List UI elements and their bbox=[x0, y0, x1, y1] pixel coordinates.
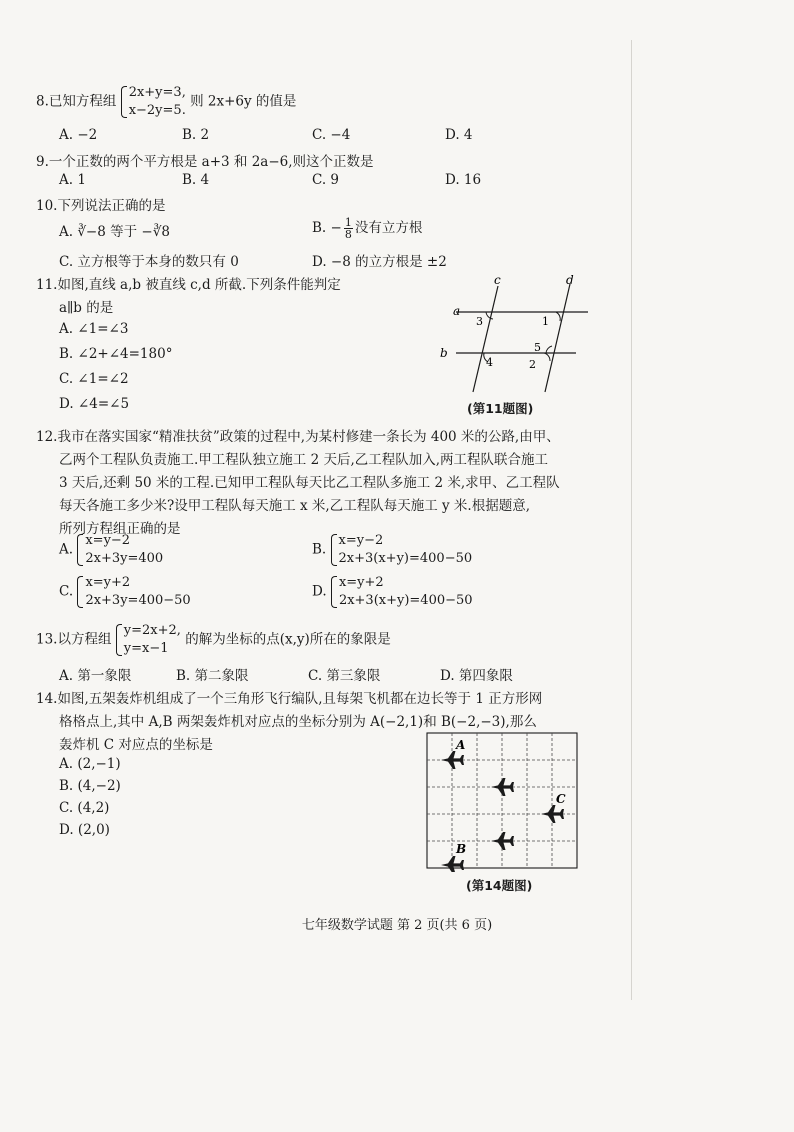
q11-option-d: D. ∠4=∠5 bbox=[59, 396, 130, 412]
q12-option-a-label: A. bbox=[59, 541, 74, 558]
page-footer: 七年级数学试题 第 2 页(共 6 页) bbox=[301, 918, 493, 933]
q8-prefix: 8.已知方程组 bbox=[36, 93, 117, 110]
q10-fraction bbox=[344, 217, 353, 240]
q11-option-c: C. ∠1=∠2 bbox=[59, 371, 129, 387]
q12-stem-line2: 乙两个工程队负责施工.甲工程队独立施工 2 天后,乙工程队加入,两工程队联合施工 bbox=[59, 452, 549, 468]
q12-stem-line3: 3 天后,还剩 50 米的工程.已知甲工程队每天比乙工程队多施工 2 米,求甲、乙工程队 bbox=[59, 475, 560, 491]
q12-option-c-system bbox=[77, 574, 190, 610]
q14-option-a: A. (2,−1) bbox=[59, 756, 121, 772]
q12-option-a-system bbox=[77, 532, 163, 568]
q12-option-d-system bbox=[331, 574, 473, 610]
q10-option-a: A. ∛−8 等于 −∛8 bbox=[59, 224, 170, 240]
angle-1-arc bbox=[556, 312, 560, 321]
q11-option-a: A. ∠1=∠3 bbox=[59, 321, 129, 337]
q14-option-b: B. (4,−2) bbox=[59, 778, 121, 794]
q12-option-d-eq1: x=y+2 bbox=[338, 575, 384, 590]
q11-stem-line1: 11.如图,直线 a,b 被直线 c,d 所截.下列条件能判定 bbox=[36, 277, 341, 293]
q14-option-d: D. (2,0) bbox=[59, 822, 110, 838]
q11-stem-line2: a∥b 的是 bbox=[59, 300, 114, 316]
q12-option-c-label: C. bbox=[59, 583, 74, 600]
q12-option-b-label: B. bbox=[312, 541, 327, 558]
q13-option-b: B. 第二象限 bbox=[176, 668, 249, 684]
plane-middle-bottom-icon bbox=[491, 832, 514, 850]
plane-middle-top-icon bbox=[491, 778, 514, 796]
label-angle-2: 2 bbox=[529, 358, 536, 371]
q12-stem-line5: 所列方程组正确的是 bbox=[59, 521, 181, 537]
q12-option-d-label: D. bbox=[312, 583, 327, 600]
q10-fraction-numerator: 1 bbox=[344, 216, 352, 229]
q8-stem bbox=[36, 84, 296, 120]
q14-option-c: C. (4,2) bbox=[59, 800, 110, 816]
q8-option-a: A. −2 bbox=[59, 127, 98, 143]
q14-figure-caption: (第14题图) bbox=[466, 878, 533, 893]
angle-5-arc bbox=[546, 346, 552, 353]
q12-option-c-eq2: 2x+3y=400−50 bbox=[85, 593, 191, 608]
q9-stem: 9.一个正数的两个平方根是 a+3 和 2a−6,则这个正数是 bbox=[36, 154, 374, 170]
label-d: d bbox=[566, 273, 574, 287]
q11-option-b: B. ∠2+∠4=180° bbox=[59, 346, 173, 362]
q13-option-a: A. 第一象限 bbox=[59, 668, 132, 684]
q13-system bbox=[116, 622, 181, 658]
q12-option-c bbox=[59, 574, 191, 610]
label-angle-3: 3 bbox=[476, 315, 483, 328]
q12-option-a-eq1: x=y−2 bbox=[85, 533, 131, 548]
q12-option-b bbox=[312, 532, 472, 568]
q12-option-b-eq1: x=y−2 bbox=[338, 533, 384, 548]
label-plane-c: C bbox=[556, 792, 566, 806]
q11-figure bbox=[436, 272, 596, 397]
q9-option-a: A. 1 bbox=[59, 172, 86, 188]
q14-stem-line2: 格格点上,其中 A,B 两架轰炸机对应点的坐标分别为 A(−2,1)和 B(−2,−3),那么 bbox=[59, 714, 537, 730]
plane-a-icon bbox=[441, 751, 464, 769]
q12-option-d bbox=[312, 574, 473, 610]
q10-option-b-suffix: 没有立方根 bbox=[354, 220, 423, 236]
q8-system bbox=[121, 84, 186, 120]
q13-eq1: y=2x+2, bbox=[123, 623, 181, 638]
angle-2-arc bbox=[544, 353, 550, 361]
q12-option-b-system bbox=[331, 532, 473, 568]
q13-eq2: y=x−1 bbox=[123, 641, 169, 656]
q8-option-c: C. −4 bbox=[312, 127, 351, 143]
plane-c-icon bbox=[541, 805, 564, 823]
label-angle-5: 5 bbox=[534, 341, 541, 354]
q13-stem bbox=[36, 622, 391, 658]
label-plane-a: A bbox=[456, 738, 466, 752]
line-d bbox=[545, 284, 570, 392]
q10-fraction-denominator: 8 bbox=[344, 228, 352, 241]
q10-option-b bbox=[312, 216, 422, 240]
label-angle-1: 1 bbox=[542, 315, 549, 328]
q13-suffix: 的解为坐标的点(x,y)所在的象限是 bbox=[185, 631, 391, 648]
q8-eq1: 2x+y=3, bbox=[128, 85, 186, 100]
label-angle-4: 4 bbox=[486, 356, 493, 369]
q10-option-d: D. −8 的立方根是 ±2 bbox=[312, 254, 447, 270]
q8-option-d: D. 4 bbox=[445, 127, 473, 143]
page-edge-line bbox=[631, 40, 632, 1000]
q8-option-b: B. 2 bbox=[182, 127, 210, 143]
q10-stem: 10.下列说法正确的是 bbox=[36, 198, 166, 214]
label-a: a bbox=[453, 304, 461, 318]
q9-option-c: C. 9 bbox=[312, 172, 340, 188]
label-plane-b: B bbox=[456, 842, 467, 856]
line-c bbox=[473, 286, 498, 392]
q8-suffix: 则 2x+6y 的值是 bbox=[190, 93, 297, 110]
q12-stem-line4: 每天各施工多少米?设甲工程队每天施工 x 米,乙工程队每天施工 y 米.根据题意, bbox=[59, 498, 531, 514]
plane-b-icon bbox=[441, 856, 464, 872]
q13-option-d: D. 第四象限 bbox=[440, 668, 513, 684]
q14-stem-line3: 轰炸机 C 对应点的坐标是 bbox=[59, 737, 213, 753]
q13-option-c: C. 第三象限 bbox=[308, 668, 381, 684]
q12-option-c-eq1: x=y+2 bbox=[85, 575, 131, 590]
q10-option-b-prefix: B. − bbox=[312, 220, 342, 236]
q12-option-d-eq2: 2x+3(x+y)=400−50 bbox=[338, 593, 473, 608]
q12-stem-line1: 12.我市在落实国家“精准扶贫”政策的过程中,为某村修建一条长为 400 米的公路,由甲、 bbox=[36, 429, 560, 445]
q14-stem-line1: 14.如图,五架轰炸机组成了一个三角形飞行编队,且每架飞机都在边长等于 1 正方形网 bbox=[36, 691, 543, 707]
label-c: c bbox=[494, 273, 501, 287]
q9-option-b: B. 4 bbox=[182, 172, 210, 188]
q14-figure bbox=[424, 730, 580, 872]
q12-option-a-eq2: 2x+3y=400 bbox=[85, 551, 164, 566]
label-b: b bbox=[440, 346, 448, 360]
q8-eq2: x−2y=5. bbox=[128, 103, 186, 118]
q12-option-a bbox=[59, 532, 163, 568]
q10-option-c: C. 立方根等于本身的数只有 0 bbox=[59, 254, 239, 270]
q11-figure-caption: (第11题图) bbox=[467, 401, 534, 416]
q12-option-b-eq2: 2x+3(x+y)=400−50 bbox=[338, 551, 473, 566]
q9-option-d: D. 16 bbox=[445, 172, 482, 188]
q13-prefix: 13.以方程组 bbox=[36, 631, 112, 648]
